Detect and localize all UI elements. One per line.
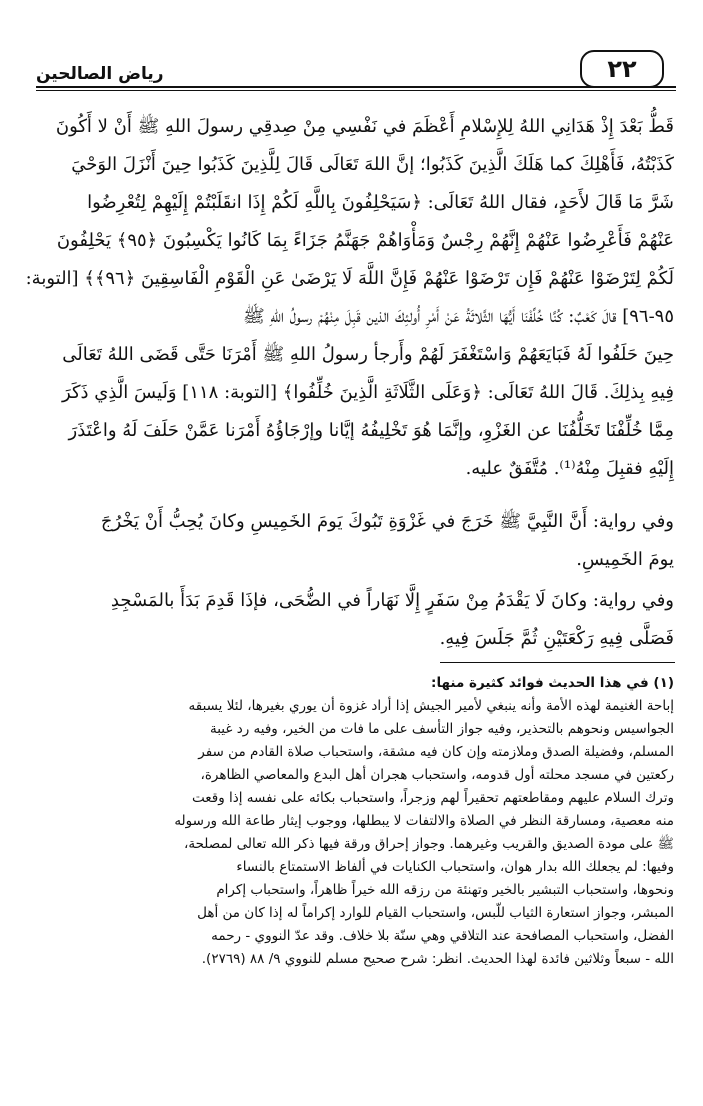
hadith-paragraph (25, 108, 674, 488)
narration-paragraph (34, 503, 674, 579)
text-line: يومَ الخَمِيسِ. (576, 549, 674, 570)
footnote-line: ركعتين في مسجد محلته أول قدومه، واستحباب هجران أهل البدع والمعاصي الظاهرة، (200, 767, 674, 783)
footnote (34, 672, 674, 971)
text-line: عَنْهُمْ فَأَعْرِضُوا عَنْهُمْ إِنَّهُمْ رِجْسٌ وَمَأْوَاهُمْ جَهَنَّمُ جَزَاءً بِمَا كَانُوا يَكْسِبُونَ ﴿٩٥﴾ يَحْلِفُونَ (56, 230, 674, 251)
footnote-divider (440, 662, 675, 663)
book-title: رياض الصالحين (36, 64, 164, 84)
page-number: ٢٢ (580, 50, 664, 88)
text-line: شَرَّ مَا قَالَ لأَحَدٍ، فقال اللهُ تَعَالَى: ﴿سَيَحْلِفُونَ بِاللَّهِ لَكُمْ إِذَا انقَلَبْتُمْ إِلَيْهِمْ لِتُعْرِضُوا (87, 192, 674, 213)
page-header (36, 48, 676, 96)
footnote-line: إباحة الغنيمة لهذه الأمة وأنه ينبغي لأمير الجيش إذا أراد غزوة أن يوري بغيرها، لئلا يسبقه (188, 698, 674, 714)
footnote-title: (١) في هذا الحديث فوائد كثيرة منها: (431, 675, 674, 691)
footnote-line: ونحوها، واستحباب التبشير بالخير وتهنئة من رزقه الله خيراً ظاهراً، واستحباب إكرام (216, 882, 674, 898)
text-line: إِلَيْهِ فقبِلَ مِنْهُ⁽¹⁾. مُتَّفَقٌ عليه. (465, 458, 674, 479)
footnote-line: المسلم، وفضيلة الصدق وملازمته وإن كان فيه مشقة، واستحباب صلاة القادم من سفر (198, 744, 674, 760)
footnote-line: الفضل، واستحباب المصافحة عند التلاقي وهي سنّة بلا خلاف. وقد عدّ النووي - رحمه (211, 928, 674, 944)
text-line: لَكُمْ لِتَرْضَوْا عَنْهُمْ فَإِن تَرْضَوْا عَنْهُمْ فَإِنَّ اللَّهَ لَا يَرْضَىٰ عَنِ الْقَوْمِ الْفَاسِقِينَ ﴿٩٦﴾﴾ [التوبة: (25, 268, 674, 289)
text-line: فِيهِ بِذلِكَ. قَالَ اللهُ تَعَالَى: ﴿وَعَلَى الثَّلَاثَةِ الَّذِينَ خُلِّفُوا﴾ [التوبة: ١١٨] وَلَيسَ الَّذِي ذَكَرَ (62, 382, 674, 403)
text-line: مِمَّا خُلِّفْنَا تَخَلُّفُنَا عن الغَزْوِ، وإنَّمَا هُوَ تَخْلِيفُهُ إيَّانا وإرْجَاؤُهُ أَمْرَنا عَمَّنْ حَلَفَ لَهُ واعْتَذَرَ (68, 420, 674, 441)
text-line: حِينَ حَلَفُوا لَهُ فَبَايَعَهُمْ وَاسْتَغْفَرَ لَهُمْ وأَرجأ رسولُ اللهِ ﷺ أَمْرَنَا حَتَّى قَضَى اللهُ تَعَالَى (62, 344, 674, 365)
header-rule (36, 86, 676, 88)
narration-paragraph (34, 582, 674, 658)
footnote-line: الله - سبعاً وثلاثين فائدة لهذا الحديث. انظر: شرح صحيح مسلم للنووي ٩/ ٨٨ (٢٧٦٩). (201, 951, 674, 967)
header-rule-thin (36, 90, 676, 91)
text-line: قَطُّ بَعْدَ إِذْ هَدَانِي اللهُ لِلإِسْلامِ أَعْظَمَ في نَفْسِي مِنْ صِدقِي رسولَ اللهِ ﷺ أَنْ لا أَكُونَ (55, 116, 674, 137)
text-line: وفي رواية: وكانَ لَا يَقْدَمُ مِنْ سَفَرٍ إِلَّا نَهَاراً في الضُّحَى، فإذَا قَدِمَ بَدَأَ بالمَسْجِدِ (110, 590, 674, 611)
footnote-line: منه معصية، ومسارقة النظر في الصلاة والالتفات لا يبطلها، ووجوب إيثار طاعة الله ورسوله (174, 813, 674, 829)
footnote-line: المبشر، وجواز استعارة الثياب للّبس، واستحباب القيام للوارد إكراماً له إذا كان من أهل (197, 905, 674, 921)
footnote-line: وترك السلام عليهم ومقاطعتهم تحقيراً لهم وزجراً، واستحباب بكائه على نفسه إذا وقعت (191, 790, 674, 806)
text-line: ٩٥-٩٦] قالَ كَعْبٌ: كُنَّا خُلِّفْنَا أَيُّهَا الثَّلاثَةُ عَنْ أَمْرِ أُولئِكَ الذين قَبِلَ مِنْهُمْ رسولُ اللهِ ﷺ (242, 306, 674, 327)
text-line: كَذَبْتُهُ، فَأَهْلِكَ كما هَلَكَ الَّذِينَ كَذَبُوا؛ إنَّ اللهَ تَعَالَى قَالَ لِلَّذِينَ كَذَبُوا حِينَ أَنْزَلَ الوَحْيَ (71, 154, 674, 175)
footnote-line: ﷺ على مودة الصديق والقريب وغيرهما. وجواز إحراق ورقة فيها ذكر الله تعالى لمصلحة، (183, 836, 674, 852)
footnote-line: الجواسيس ونحوهم بالتحذير، وفيه جواز التأسف على ما فات من الخير، وفيه رد غيبة (209, 721, 674, 737)
text-line: وفي رواية: أَنَّ النَّبِيَّ ﷺ خَرَجَ في غَزْوَةِ تَبُوكَ يَومَ الخَمِيسِ وكانَ يُحِبُّ أَنْ يَخْرُجَ (100, 511, 674, 532)
text-line: فَصَلَّى فِيهِ رَكْعَتَيْنِ ثُمَّ جَلَسَ فِيهِ. (439, 628, 674, 649)
footnote-line: وفيها: لم يجعلك الله بدار هوان، واستحباب الكنايات في ألفاظ الاستمتاع بالنساء (236, 859, 674, 875)
